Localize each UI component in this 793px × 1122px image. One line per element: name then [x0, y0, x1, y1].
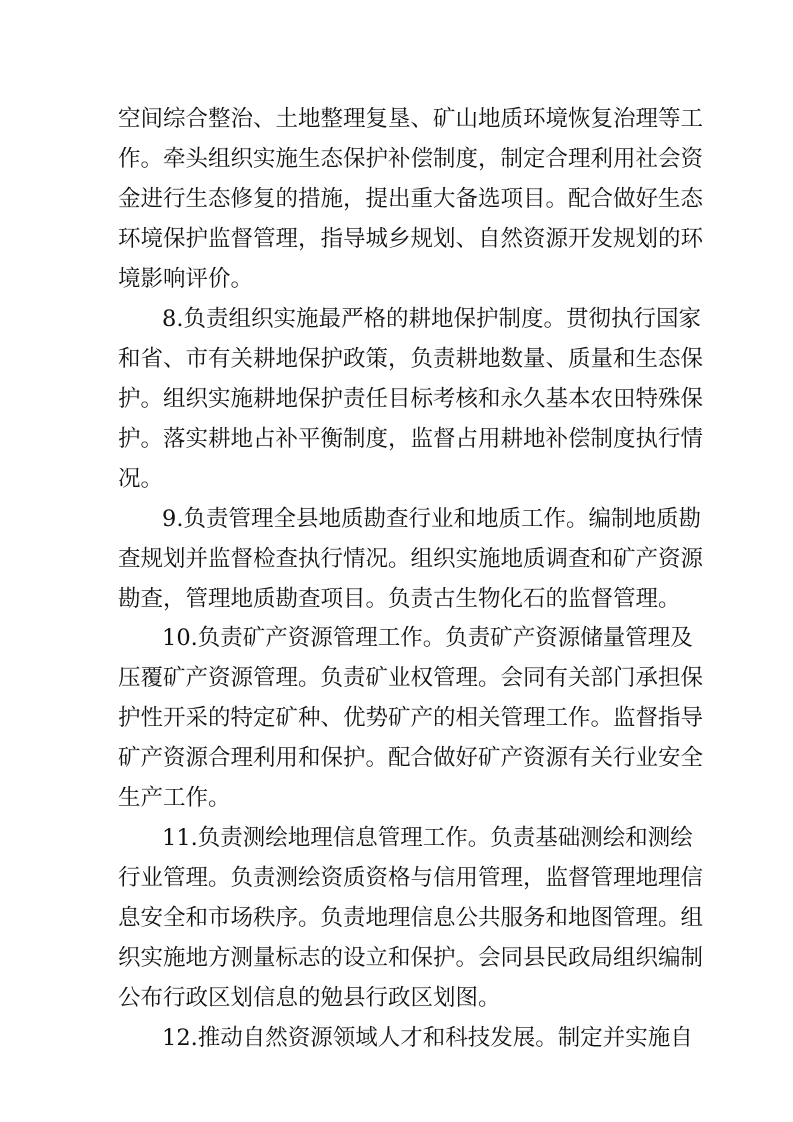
paragraph-8-first-line: 8.负责组织实施最严格的耕地保护制度。贯彻执行国家 — [162, 306, 701, 332]
text-line: 织实施地方测量标志的设立和保护。会同县民政局组织编制 — [118, 945, 704, 971]
text-line: 护性开采的特定矿种、优势矿产的相关管理工作。监督指导 — [118, 705, 704, 731]
text-line: 生产工作。 — [118, 785, 231, 811]
text-line: 空间综合整治、土地整理复垦、矿山地质环境恢复治理等工 — [118, 106, 704, 132]
text-line: 作。牵头组织实施生态保护补偿制度，制定合理利用社会资 — [118, 146, 704, 172]
text-line: 环境保护监督管理，指导城乡规划、自然资源开发规划的环 — [118, 226, 704, 252]
paragraph-10-first-line: 10.负责矿产资源管理工作。负责矿产资源储量管理及 — [162, 625, 693, 651]
text-line: 况。 — [118, 466, 164, 492]
text-line: 护。组织实施耕地保护责任目标考核和永久基本农田特殊保 — [118, 386, 704, 412]
text-line: 矿产资源合理利用和保护。配合做好矿产资源有关行业安全 — [118, 745, 704, 771]
paragraph-11-first-line: 11.负责测绘地理信息管理工作。负责基础测绘和测绘 — [162, 825, 693, 851]
paragraph-9-first-line: 9.负责管理全县地质勘查行业和地质工作。编制地质勘 — [162, 506, 701, 532]
text-line: 勘查，管理地质勘查项目。负责古生物化石的监督管理。 — [118, 586, 681, 612]
text-line: 境影响评价。 — [118, 266, 254, 292]
text-line: 行业管理。负责测绘资质资格与信用管理，监督管理地理信 — [118, 865, 704, 891]
text-line: 息安全和市场秩序。负责地理信息公共服务和地图管理。组 — [118, 905, 704, 931]
text-line: 护。落实耕地占补平衡制度，监督占用耕地补偿制度执行情 — [118, 426, 704, 452]
text-line: 压覆矿产资源管理。负责矿业权管理。会同有关部门承担保 — [118, 665, 704, 691]
text-line: 和省、市有关耕地保护政策，负责耕地数量、质量和生态保 — [118, 346, 704, 372]
text-line: 查规划并监督检查执行情况。组织实施地质调查和矿产资源 — [118, 546, 704, 572]
text-line: 金进行生态修复的措施，提出重大备选项目。配合做好生态 — [118, 186, 704, 212]
paragraph-12-first-line: 12.推动自然资源领域人才和科技发展。制定并实施自 — [162, 1025, 693, 1051]
text-line: 公布行政区划信息的勉县行政区划图。 — [118, 985, 501, 1011]
